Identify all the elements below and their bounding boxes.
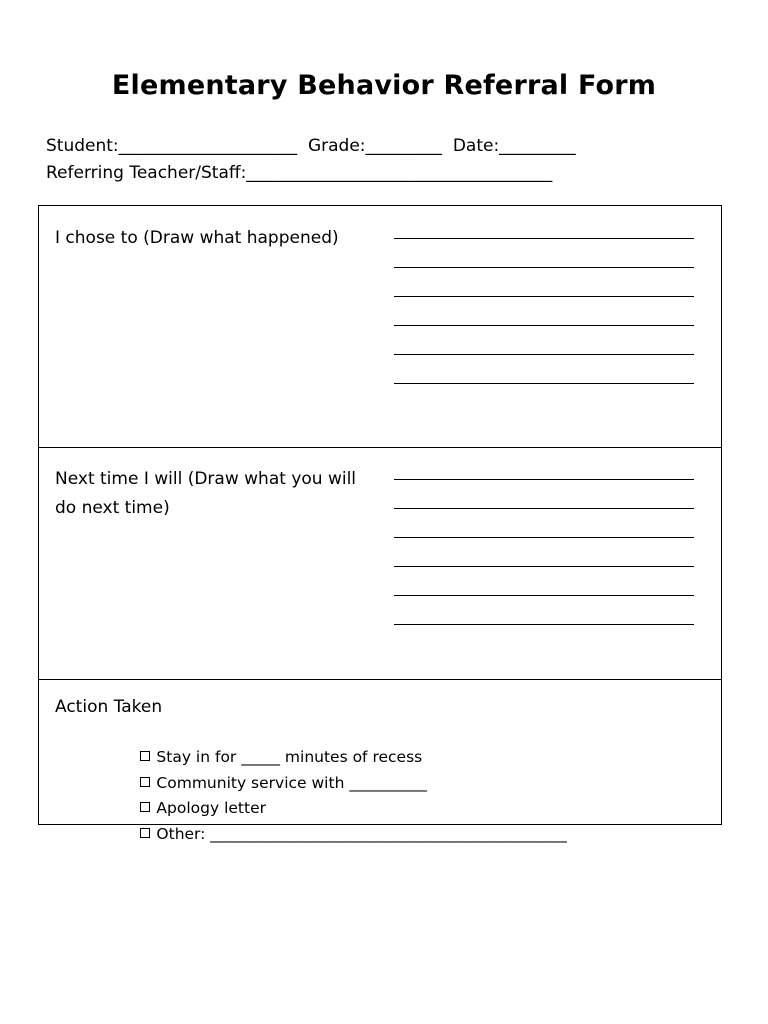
writing-line [394, 326, 694, 355]
what-happened-section [39, 206, 721, 448]
student-grade-date-line: Student:_____________________ Grade:_________ Date:_________ [46, 136, 576, 156]
form-table [38, 205, 722, 843]
what-happened-writing-lines [394, 237, 694, 384]
action-options-list [101, 724, 567, 843]
what-happened-prompt: I chose to (Draw what happened) [55, 228, 339, 248]
writing-line [394, 297, 694, 326]
action-option-label: Stay in for _____ minutes of recess [156, 748, 423, 766]
writing-line [394, 268, 694, 297]
next-time-writing-lines [394, 478, 694, 625]
checkbox-icon [140, 802, 150, 812]
writing-line [394, 239, 694, 268]
checkbox-icon [140, 828, 150, 838]
checkbox-icon [140, 777, 150, 787]
next-time-prompt: Next time I will (Draw what you will do next time) [55, 469, 357, 518]
action-option-recess [101, 724, 567, 766]
action-option-label: Apology letter [156, 799, 266, 817]
writing-line [394, 596, 694, 625]
referring-teacher-line: Referring Teacher/Staff:____________________________________ [46, 163, 553, 183]
form-title: Elementary Behavior Referral Form [111, 70, 657, 101]
writing-line [394, 355, 694, 384]
action-option-label: Other: ______________________________________________ [156, 824, 567, 843]
checkbox-icon [140, 751, 150, 761]
writing-line [394, 509, 694, 538]
writing-line [394, 567, 694, 596]
writing-line [394, 480, 694, 509]
action-taken-title: Action Taken [55, 697, 163, 717]
action-taken-section [39, 679, 721, 843]
action-option-label: Community service with __________ [156, 773, 427, 792]
next-time-section [39, 447, 721, 680]
writing-line [394, 538, 694, 567]
